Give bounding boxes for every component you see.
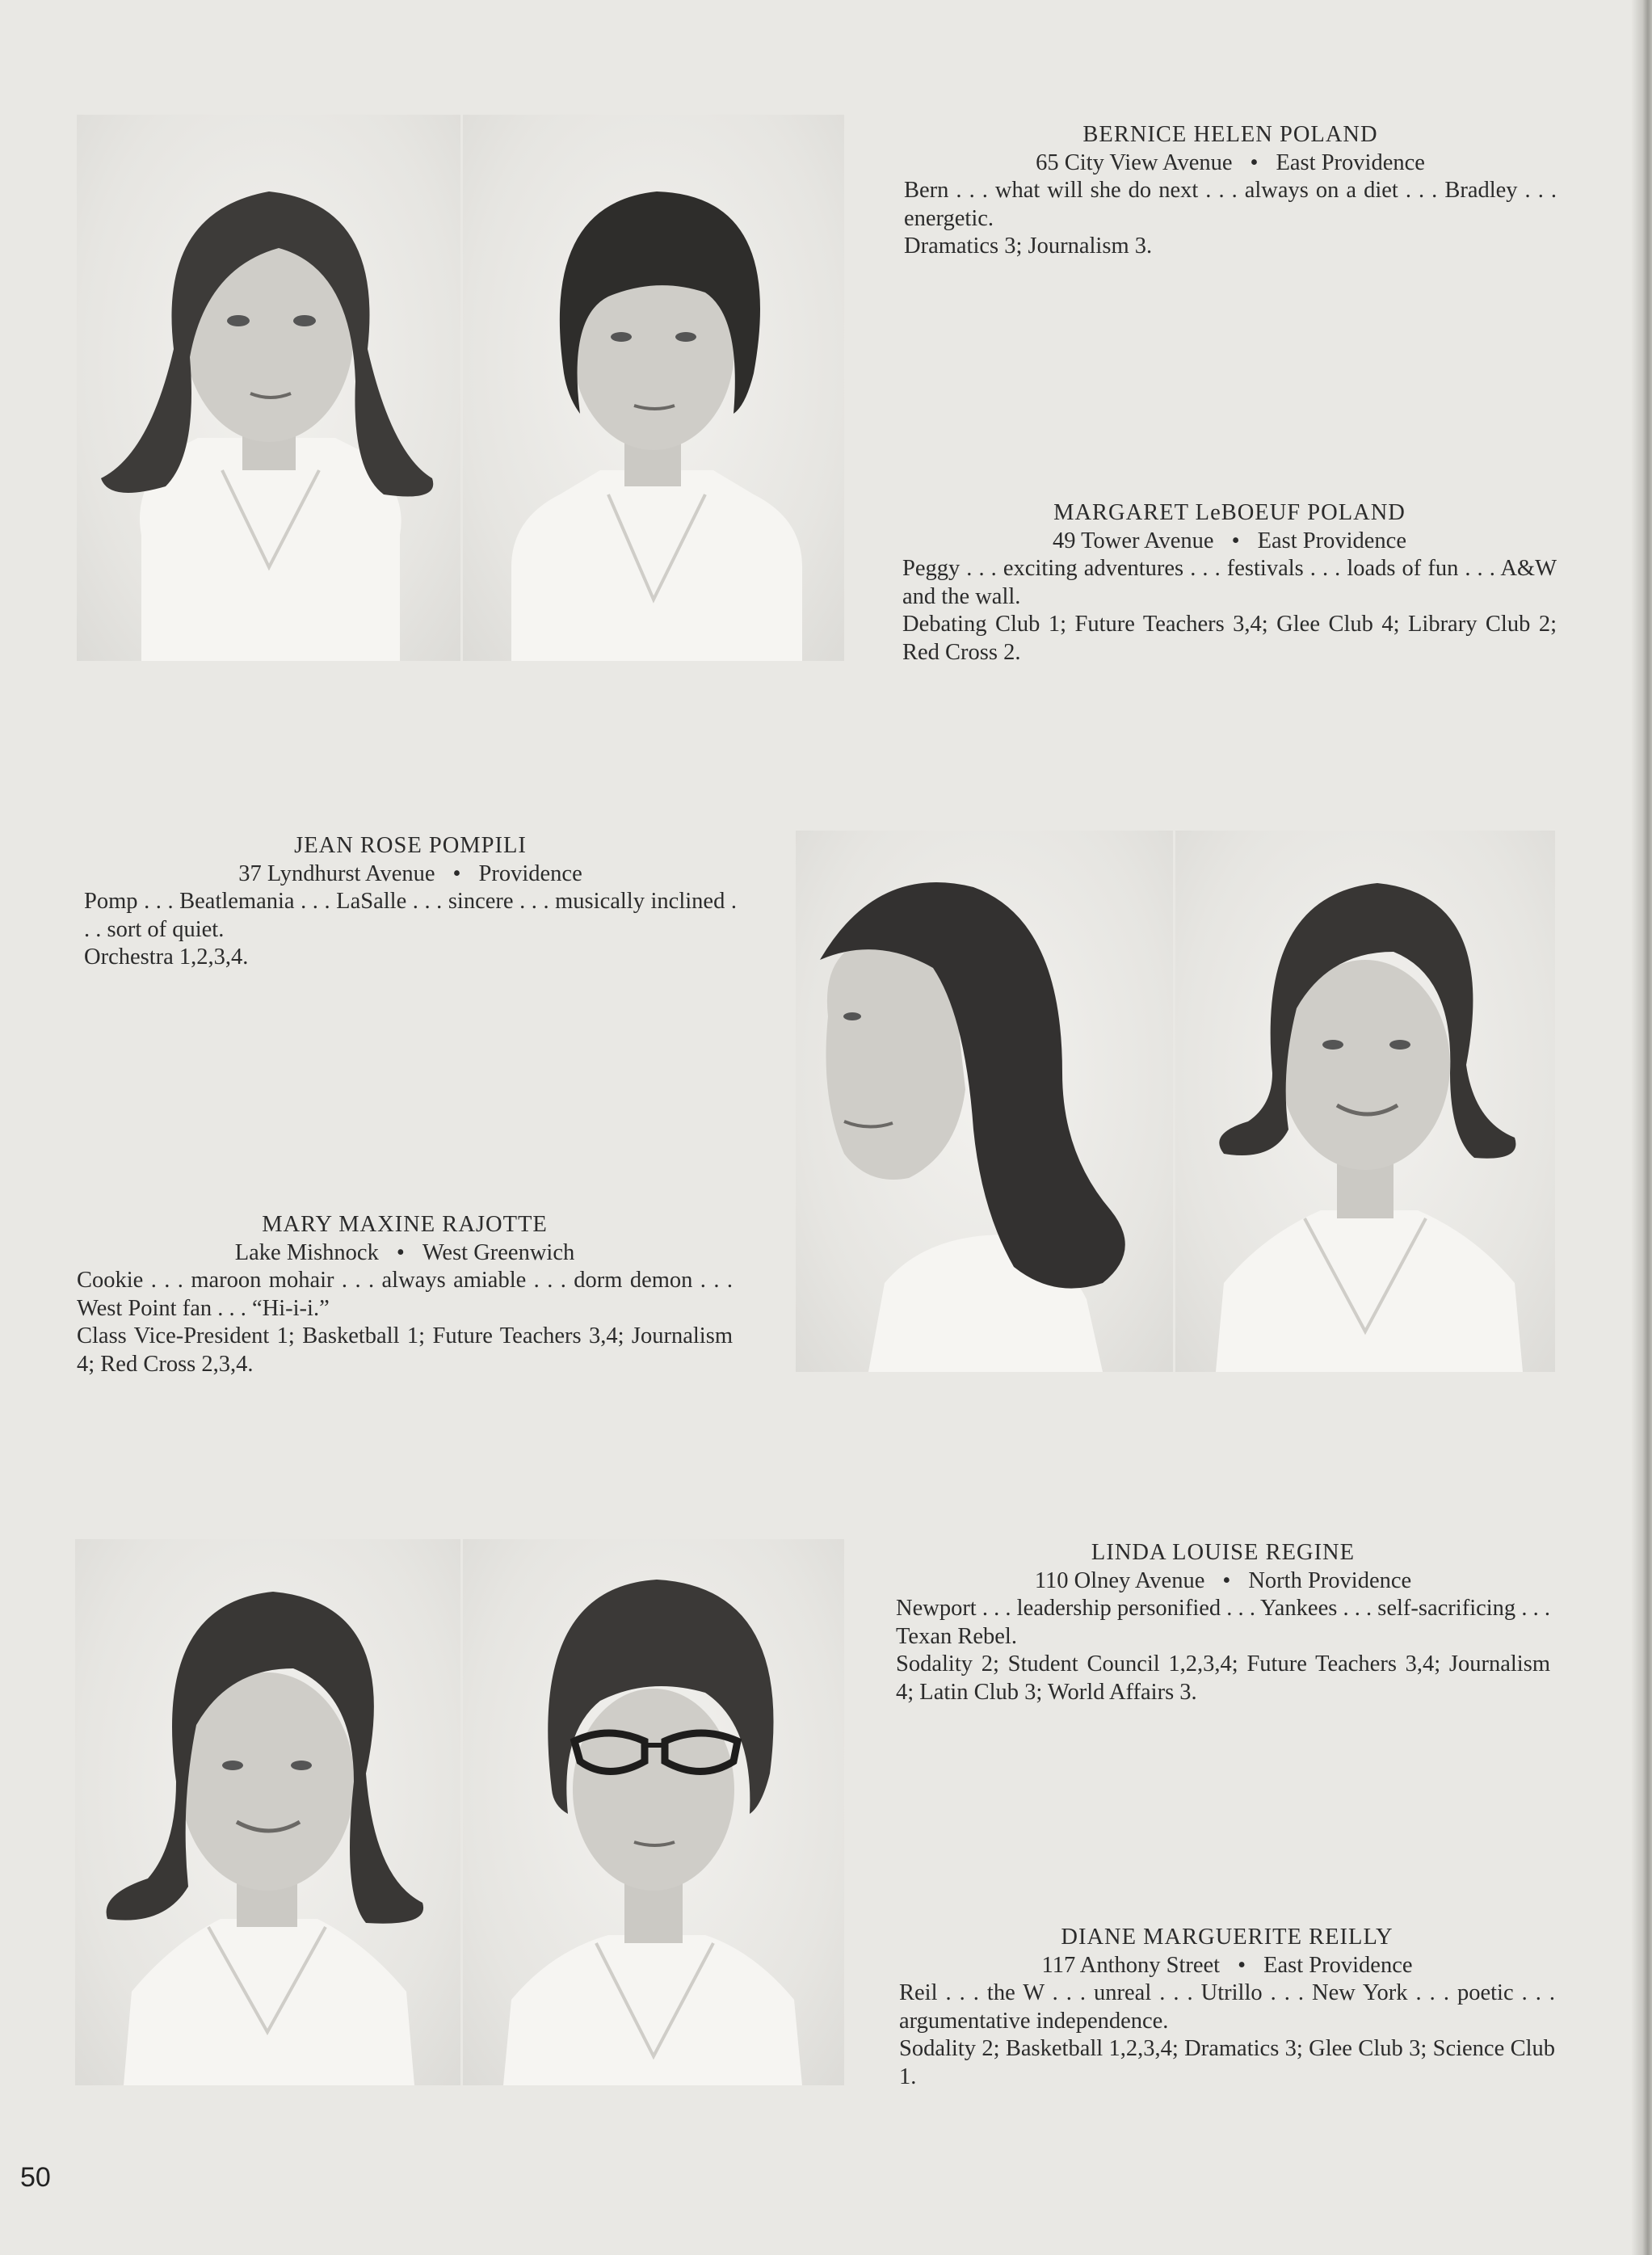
bullet-separator: • — [452, 860, 461, 886]
student-address — [899, 1952, 1555, 1980]
city: North Providence — [1248, 1567, 1412, 1593]
student-entry — [77, 1211, 733, 1378]
student-activities: Class Vice-President 1; Basketball 1; Future Teachers 3,4; Journalism 4; Red Cross 2,3,4. — [77, 1323, 733, 1377]
street: 117 Anthony Street — [1041, 1952, 1221, 1978]
student-description: Peggy . . . exciting adventures . . . festivals . . . loads of fun . . . A&W and the wall. — [902, 556, 1557, 609]
student-address — [77, 1239, 733, 1268]
portrait-photo-bernice-poland — [77, 115, 460, 661]
student-entry — [84, 832, 737, 972]
city: East Providence — [1276, 149, 1425, 175]
bullet-separator: • — [1231, 528, 1240, 553]
student-description: Reil . . . the W . . . unreal . . . Utrillo . . . New York . . . poetic . . . argumentative independence. — [899, 1980, 1555, 2034]
street: 110 Olney Avenue — [1034, 1567, 1205, 1593]
street: 65 City View Avenue — [1036, 149, 1233, 175]
student-activities: Dramatics 3; Journalism 3. — [904, 233, 1153, 259]
student-description: Pomp . . . Beatlemania . . . LaSalle . . . sincere . . . musically inclined . . . sort of quiet. — [84, 889, 737, 942]
student-address — [84, 860, 737, 889]
student-activities: Sodality 2; Student Council 1,2,3,4; Future Teachers 3,4; Journalism 4; Latin Club 3; World Affairs 3. — [896, 1651, 1550, 1705]
city: West Greenwich — [422, 1239, 575, 1265]
city: Providence — [478, 860, 582, 886]
student-activities: Sodality 2; Basketball 1,2,3,4; Dramatics 3; Glee Club 3; Science Club 1. — [899, 2036, 1555, 2089]
student-description: Newport . . . leadership personified . . . Yankees . . . self-sacrificing . . . Texan Rebel. — [896, 1596, 1550, 1649]
student-entry — [904, 121, 1557, 261]
street: 37 Lyndhurst Avenue — [238, 860, 435, 886]
bullet-separator: • — [1250, 149, 1259, 175]
portrait-photo-mary-rajotte — [1175, 831, 1555, 1372]
page-number: 50 — [20, 2162, 51, 2193]
street: 49 Tower Avenue — [1053, 528, 1214, 553]
page-binding-edge — [1631, 0, 1652, 2255]
portrait-photo-jean-pompili — [796, 831, 1173, 1372]
student-description: Cookie . . . maroon mohair . . . always amiable . . . dorm demon . . . West Point fan . . . “Hi-i-i.” — [77, 1268, 733, 1321]
portrait-photo-margaret-poland — [463, 115, 844, 661]
student-address — [902, 528, 1557, 556]
student-name: BERNICE HELEN POLAND — [1082, 122, 1378, 147]
city: East Providence — [1257, 528, 1406, 553]
bullet-separator: • — [396, 1239, 405, 1265]
student-entry — [902, 499, 1557, 667]
student-name: JEAN ROSE POMPILI — [294, 833, 527, 858]
student-description: Bern . . . what will she do next . . . always on a diet . . . Bradley . . . energetic. — [904, 178, 1557, 231]
student-address — [904, 149, 1557, 178]
portrait-photo-linda-regine — [75, 1539, 460, 2085]
student-name: MARY MAXINE RAJOTTE — [262, 1212, 548, 1237]
student-entry — [899, 1924, 1555, 2091]
student-name: LINDA LOUISE REGINE — [1091, 1540, 1356, 1565]
street: Lake Mishnock — [234, 1239, 379, 1265]
bullet-separator: • — [1222, 1567, 1231, 1593]
student-name: MARGARET LeBOEUF POLAND — [1053, 500, 1406, 525]
student-entry — [896, 1539, 1550, 1706]
student-activities: Debating Club 1; Future Teachers 3,4; Glee Club 4; Library Club 2; Red Cross 2. — [902, 612, 1557, 665]
city: East Providence — [1263, 1952, 1413, 1978]
bullet-separator: • — [1238, 1952, 1246, 1978]
portrait-photo-diane-reilly — [463, 1539, 844, 2085]
student-activities: Orchestra 1,2,3,4. — [84, 944, 249, 970]
student-address — [896, 1567, 1550, 1596]
student-name: DIANE MARGUERITE REILLY — [1061, 1925, 1393, 1950]
